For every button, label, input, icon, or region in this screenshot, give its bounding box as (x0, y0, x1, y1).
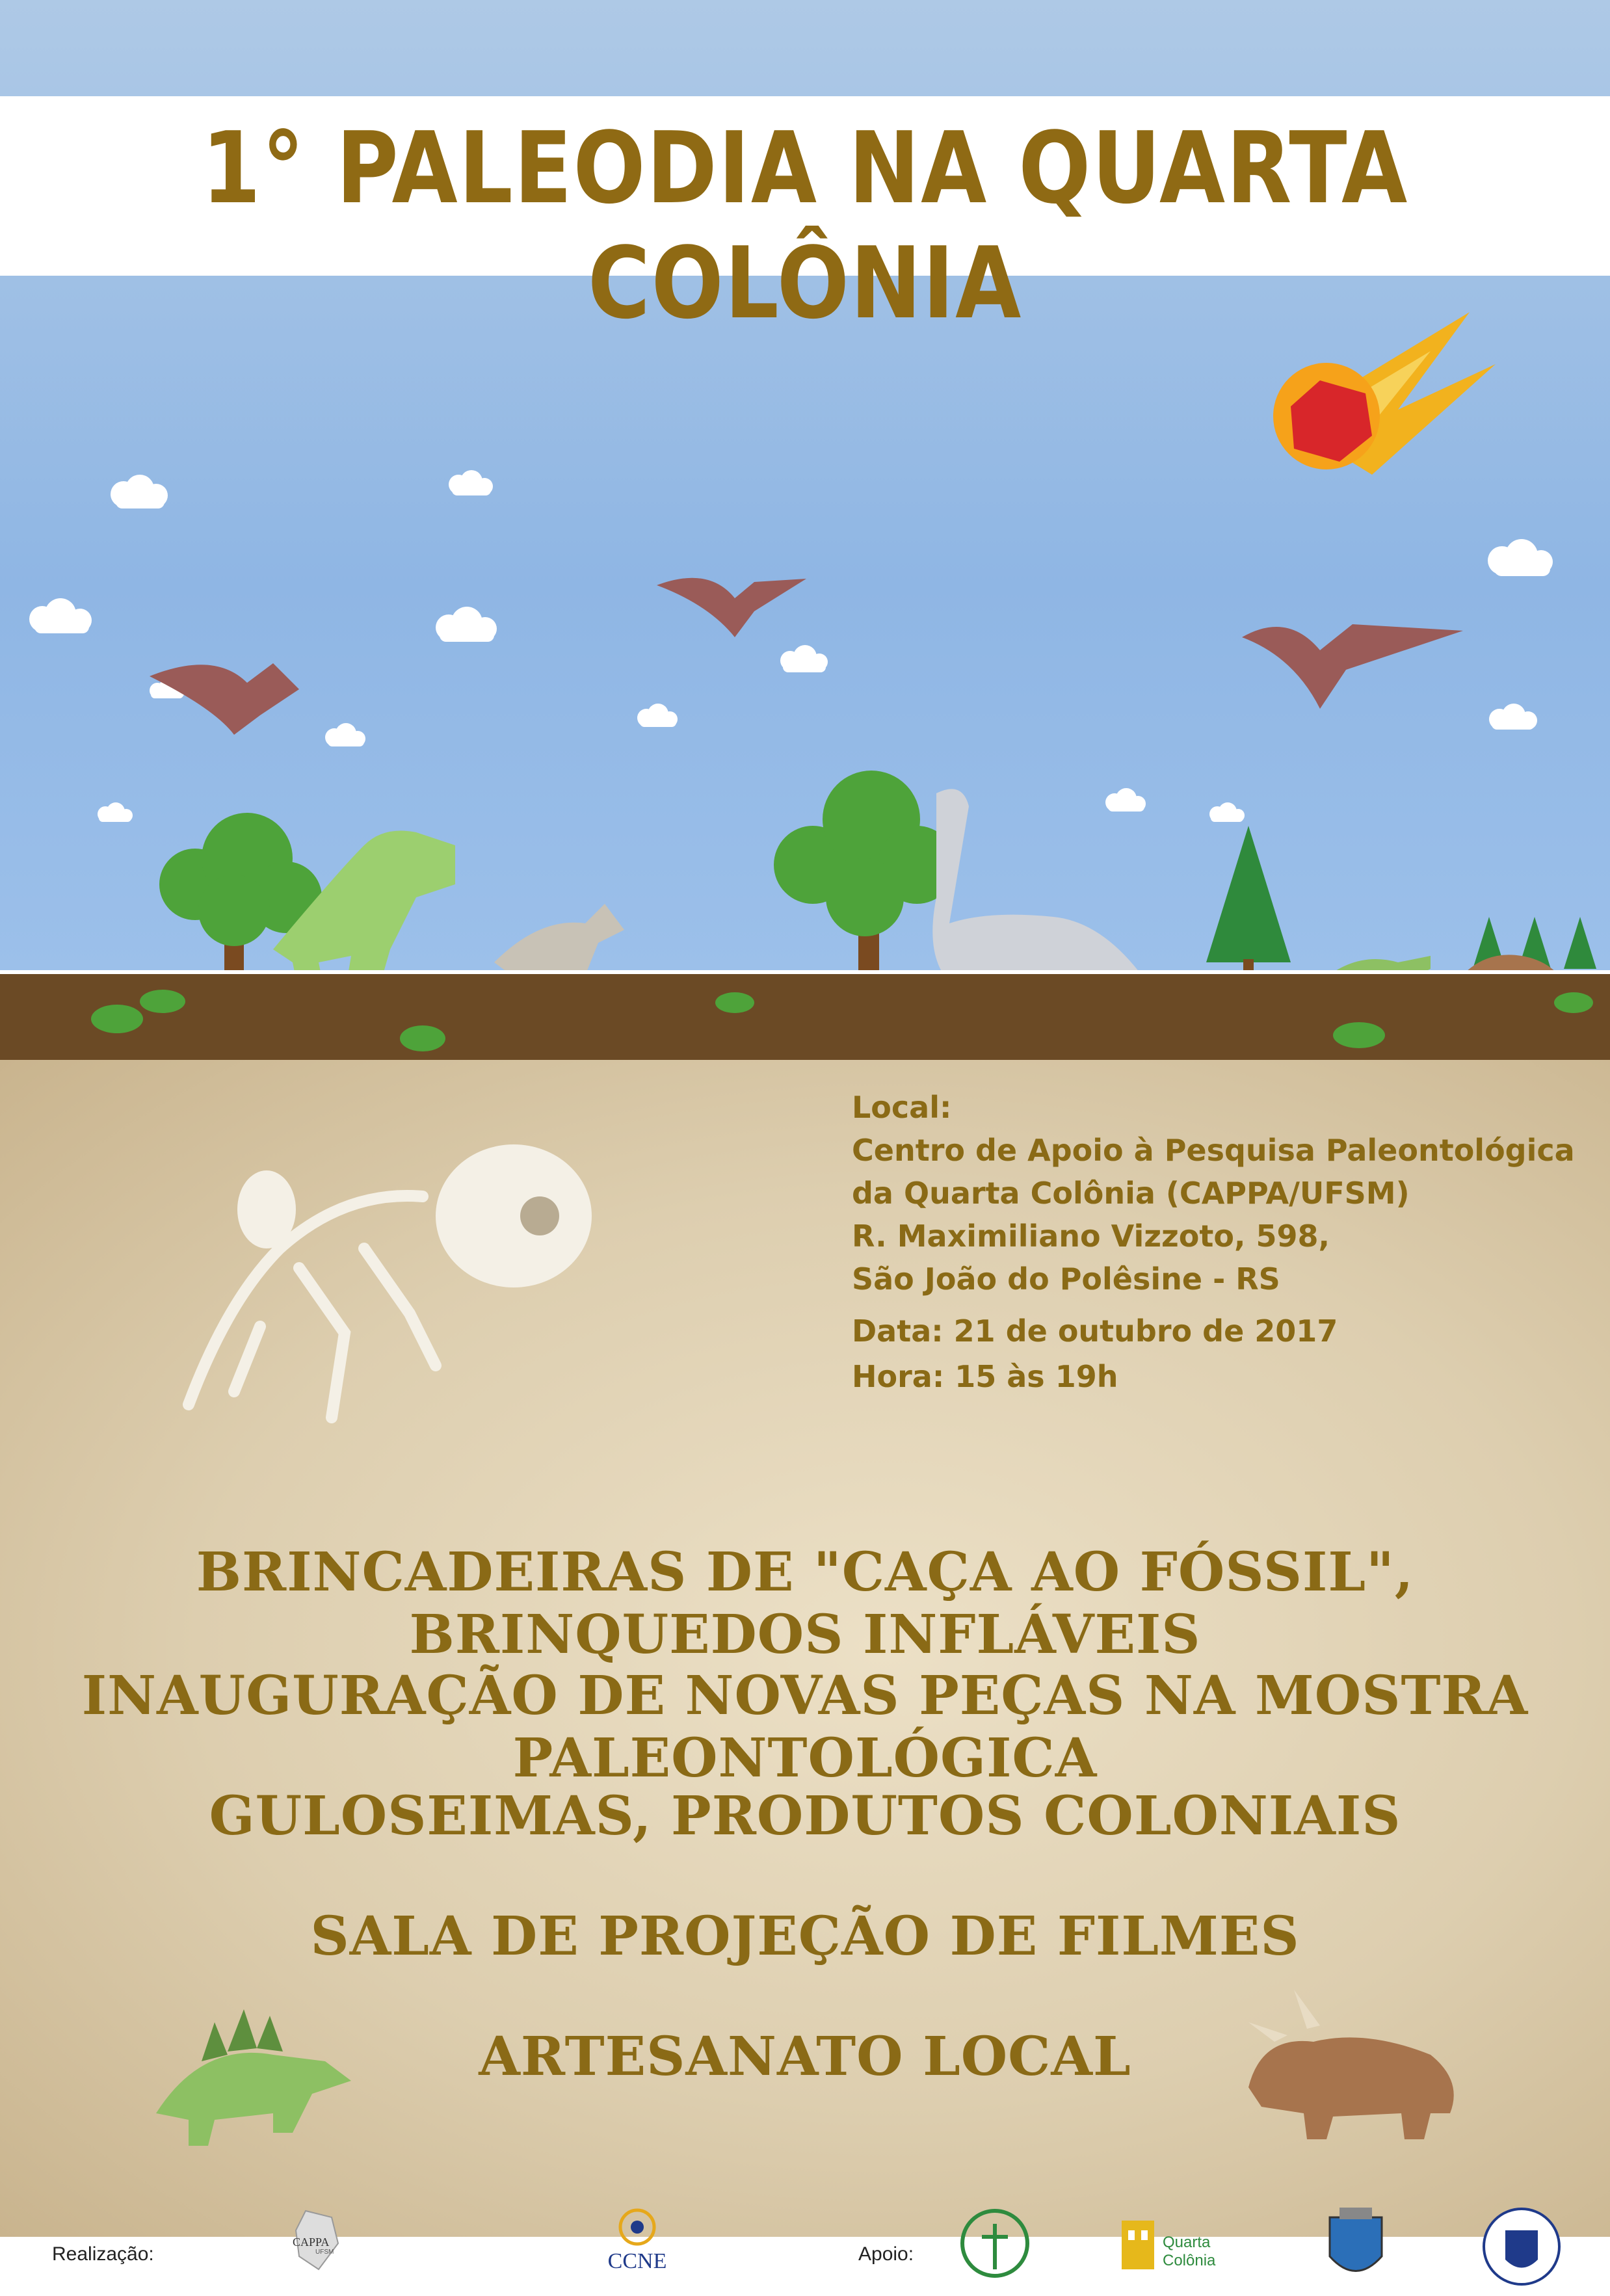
cappa-logo-text: CAPPA (293, 2236, 330, 2249)
activity-item: INAUGURAÇÃO DE NOVAS PEÇAS NA MOSTRA PALEONTOLÓGICA (81, 1665, 1529, 1789)
activity-item: ARTESANATO LOCAL (479, 2025, 1131, 2088)
cappa-logo-sub: UFSM (315, 2249, 334, 2256)
ufsm-logo-icon (1476, 2204, 1567, 2289)
quarta-colonia-logo (1118, 2214, 1248, 2279)
stegosaurus-large-icon (143, 1983, 364, 2152)
quarta-colonia-building-icon (1118, 2214, 1157, 2273)
event-date: Data: 21 de outubro de 2017 (852, 1313, 1338, 1349)
cappa-logo (280, 2204, 358, 2276)
quarta-colonia-text: Quarta Colônia (1163, 2234, 1216, 2269)
activity-item: SALA DE PROJEÇÃO DE FILMES (310, 1905, 1300, 1968)
event-time: Hora: 15 às 19h (852, 1359, 1118, 1394)
apoio-label: Apoio: (858, 2243, 914, 2265)
condesus-logo-icon (949, 2204, 1040, 2282)
dinosaur-skeleton-icon (150, 1118, 618, 1483)
address-line-1: R. Maximiliano Vizzoto, 598, (852, 1219, 1330, 1254)
realizacao-label: Realização: (52, 2243, 154, 2265)
ccne-logo (598, 2208, 676, 2286)
activity-item: BRINCADEIRAS DE "CAÇA AO FÓSSIL", BRINQUEDOS INFLÁVEIS (196, 1541, 1414, 1666)
ccne-star-icon (618, 2208, 657, 2247)
triceratops-large-icon (1235, 1983, 1470, 2146)
bushes-icon (0, 970, 1610, 1060)
activity-item: GULOSEIMAS, PRODUTOS COLONIAIS (209, 1785, 1401, 1847)
ccne-logo-text: CCNE (607, 2249, 667, 2273)
page-title: 1° PALEODIA NA QUARTA COLÔNIA (202, 111, 1408, 341)
local-line-2: da Quarta Colônia (CAPPA/UFSM) (852, 1176, 1410, 1211)
event-info (852, 1086, 1575, 1398)
local-label: Local: (852, 1090, 952, 1125)
dinosaur-scene (0, 260, 1610, 1066)
clouds-icon (29, 470, 1553, 822)
local-line-1: Centro de Apoio à Pesquisa Paleontológica (852, 1133, 1575, 1168)
municipal-coat-of-arms-icon (1320, 2204, 1392, 2289)
address-line-2: São João do Polêsine - RS (852, 1261, 1280, 1297)
